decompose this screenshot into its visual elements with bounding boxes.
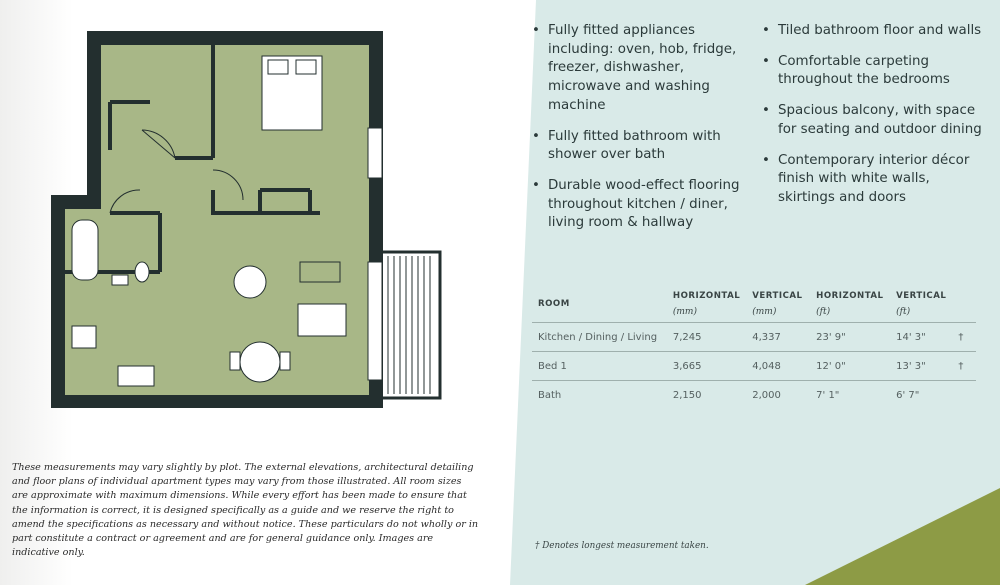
table-header-row (532, 288, 976, 323)
cell-room: Bath (538, 389, 562, 401)
cell-h-ft: 12' 0" (810, 352, 890, 381)
bullet-icon: • (532, 177, 540, 193)
header-room: ROOM (532, 288, 667, 323)
bullet-icon: • (532, 23, 540, 38)
header-horizontal-ft: HORIZONTAL (ft) (810, 288, 890, 323)
feature-text: Spacious balcony, with space for seating and outdoor dining (778, 103, 982, 137)
cell-mark (952, 381, 976, 410)
feature-item (762, 152, 982, 208)
feature-text: Fully fitted bathroom with shower over bath (548, 128, 721, 163)
cell-h-ft: 23' 9" (810, 323, 890, 352)
feature-item (532, 22, 744, 116)
disclaimer-text: These measurements may vary slightly by plot. The external elevations, architectural detailing and floor plans of individual apartment types may vary from those illustrated. All room sizes are approximate with maximum dimensions. While every effort has been made to ensure that the information is correct, it is designed specifically as a guide and we reserve the right to amend the specifications as necessary and without notice. These particulars do not wholly or in part constitute a contract or agreement and are for general guidance only. Images are indicative only. (12, 462, 479, 559)
feature-item (532, 177, 744, 233)
features-list-right (762, 22, 982, 220)
bullet-icon: • (762, 152, 770, 168)
bullet-icon: • (762, 53, 770, 69)
feature-text: Tiled bathroom floor and walls (778, 23, 982, 38)
cell-mark: † (952, 352, 976, 381)
feature-text: Contemporary interior décor finish with white walls, skirtings and doors (778, 152, 970, 205)
cell-v-ft: 6' 7" (896, 389, 920, 401)
cell-mark: † (952, 323, 976, 352)
header-vertical-ft: VERTICAL (ft) (890, 288, 952, 323)
bed (262, 56, 322, 130)
cell-h-mm: 7,245 (667, 323, 746, 352)
room-dimensions-table (532, 288, 976, 409)
cell-h-ft: 7' 1" (816, 389, 840, 401)
feature-text: Comfortable carpeting throughout the bedrooms (778, 53, 950, 88)
cell-room: Kitchen / Dining / Living (532, 323, 667, 352)
cell-v-mm: 4,048 (746, 352, 810, 381)
footnote: † Denotes longest measurement taken. (535, 541, 709, 551)
bullet-icon: • (762, 103, 770, 119)
bullet-icon: • (762, 23, 770, 38)
header-mark (952, 288, 976, 323)
cell-v-ft: 13' 3" (890, 352, 952, 381)
header-vertical-mm: VERTICAL (mm) (746, 288, 810, 323)
feature-text: Fully fitted appliances including: oven, hob, fridge, freezer, dishwasher, microwave and washing machine (548, 23, 737, 113)
cell-v-mm: 2,000 (752, 389, 781, 401)
features-list-left (532, 22, 744, 245)
table-row (532, 323, 976, 352)
cell-v-ft: 14' 3" (890, 323, 952, 352)
bullet-icon: • (532, 128, 540, 144)
table-row (532, 352, 976, 381)
cell-room: Bed 1 (532, 352, 667, 381)
feature-item (762, 22, 982, 41)
floor-plan (50, 30, 450, 408)
feature-item (532, 128, 744, 165)
cell-h-mm: 3,665 (667, 352, 746, 381)
feature-text: Durable wood-effect flooring throughout kitchen / diner, living room & hallway (548, 177, 740, 231)
cell-h-mm: 2,150 (672, 389, 702, 401)
apartment-outline (58, 38, 376, 402)
cell-v-mm: 4,337 (746, 323, 810, 352)
table-row (532, 381, 976, 410)
feature-item (762, 102, 982, 139)
header-horizontal-mm: HORIZONTAL (mm) (667, 288, 746, 323)
feature-item (762, 53, 982, 90)
